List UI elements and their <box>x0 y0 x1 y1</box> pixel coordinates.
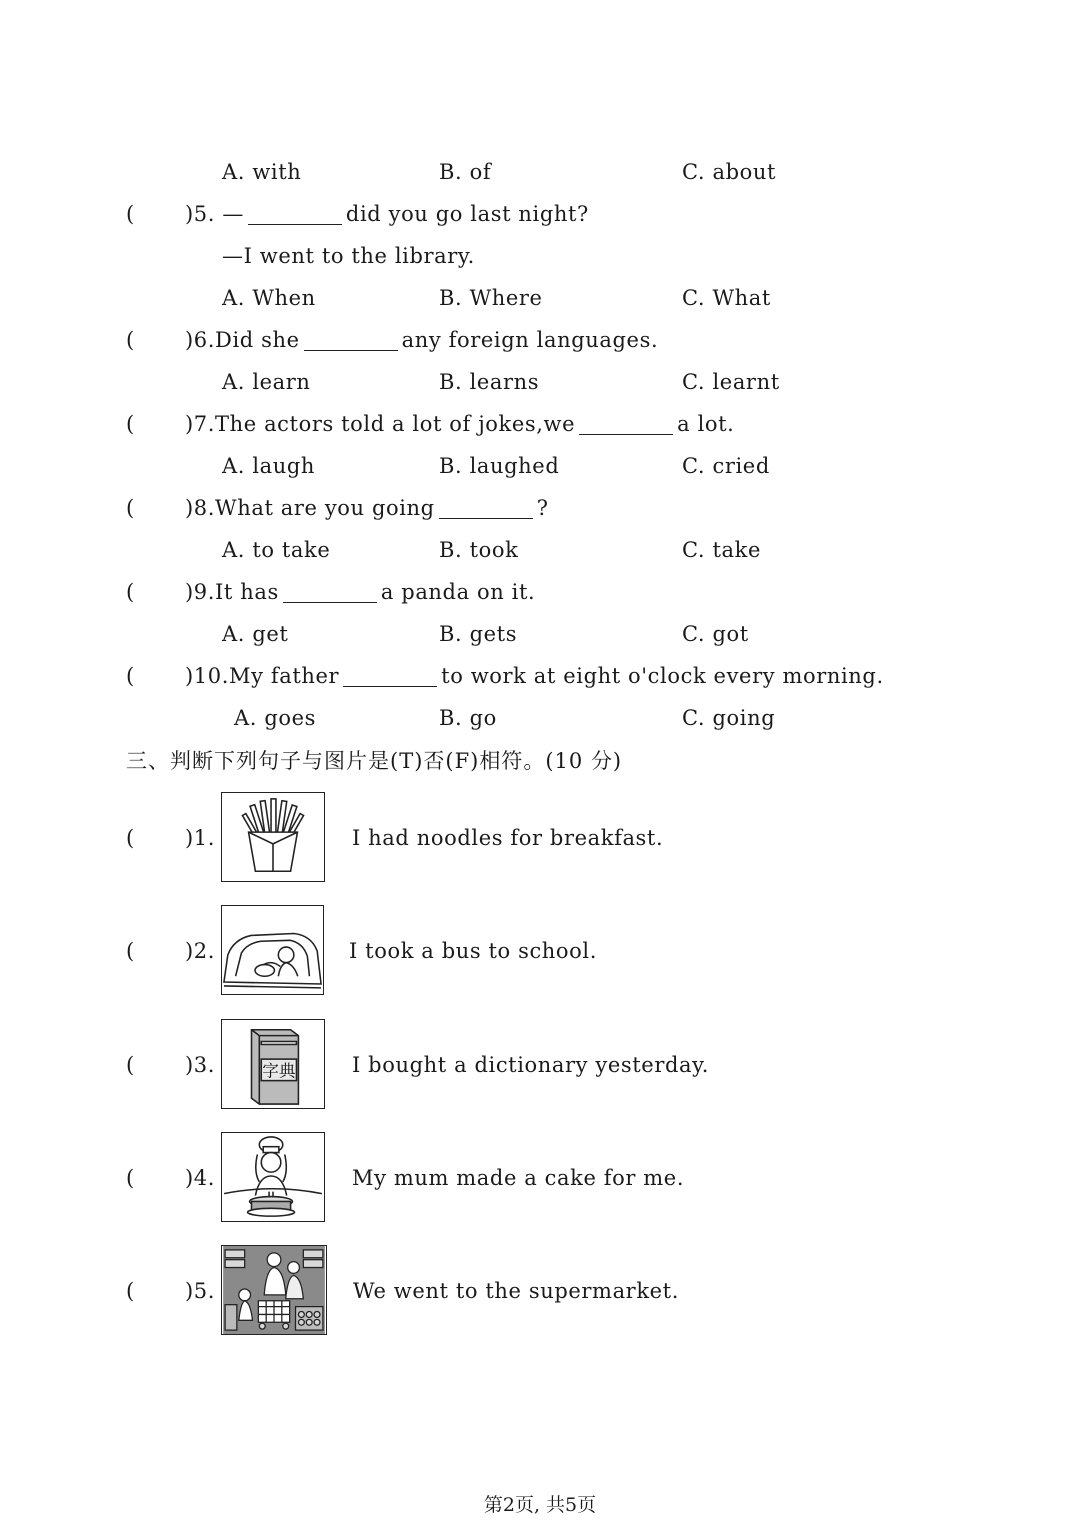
q7-pre: The actors told a lot of jokes,we <box>215 412 576 436</box>
q5-number: )5. <box>185 202 216 226</box>
q5-option-a: A. When <box>222 286 316 310</box>
q9-number: )9. <box>185 580 216 604</box>
s3-item5-number: )5. <box>185 1279 216 1303</box>
q9-option-c: C. got <box>682 622 749 646</box>
chef-icon <box>222 1133 324 1221</box>
q5-blank[interactable] <box>248 204 342 225</box>
q7-option-c: C. cried <box>682 454 770 478</box>
dictionary-label: 字典 <box>262 1061 296 1081</box>
family-shopping-picture <box>221 1245 327 1335</box>
s3-item5-sentence: We went to the supermarket. <box>353 1279 679 1303</box>
s3-item2-number: )2. <box>185 939 216 963</box>
q10-option-b: B. go <box>439 706 497 730</box>
q7-post: a lot. <box>677 412 735 436</box>
q8-option-a: A. to take <box>222 538 331 562</box>
q4-option-b: B. of <box>439 160 492 184</box>
q9-option-b: B. gets <box>439 622 518 646</box>
s3-item4-number: )4. <box>185 1166 216 1190</box>
q10-blank[interactable] <box>343 666 437 687</box>
q6-question <box>185 327 658 353</box>
q7-option-a: A. laugh <box>222 454 316 478</box>
q10-post: to work at eight o'clock every morning. <box>441 664 884 688</box>
s3-item3-sentence: I bought a dictionary yesterday. <box>352 1053 710 1077</box>
q7-number: )7. <box>185 412 216 436</box>
q9-option-a: A. get <box>222 622 289 646</box>
q8-option-c: C. take <box>682 538 761 562</box>
q8-blank[interactable] <box>439 498 533 519</box>
q10-number: )10. <box>185 664 229 688</box>
q6-answer-paren[interactable]: ( <box>126 328 135 352</box>
q6-number: )6. <box>185 328 216 352</box>
dictionary-picture <box>221 1019 325 1109</box>
s3-item1-sentence: I had noodles for breakfast. <box>352 826 664 850</box>
dictionary-icon <box>222 1020 324 1108</box>
q9-pre: It has <box>215 580 279 604</box>
s3-item2-sentence: I took a bus to school. <box>349 939 598 963</box>
q5-post: did you go last night? <box>345 202 589 226</box>
q9-post: a panda on it. <box>380 580 536 604</box>
q10-pre: My father <box>229 664 340 688</box>
s3-item1-number: )1. <box>185 826 216 850</box>
q7-answer-paren[interactable]: ( <box>126 412 135 436</box>
q10-option-c: C. going <box>682 706 776 730</box>
q8-post: ? <box>536 496 549 520</box>
french-fries-picture <box>221 792 325 882</box>
q9-question <box>185 579 535 605</box>
q5-question <box>185 201 589 227</box>
s3-item5-paren[interactable]: ( <box>126 1279 135 1303</box>
s3-item4-paren[interactable]: ( <box>126 1166 135 1190</box>
s3-item1-paren[interactable]: ( <box>126 826 135 850</box>
s3-item4-sentence: My mum made a cake for me. <box>352 1166 685 1190</box>
q5-answer-line: —I went to the library. <box>222 244 475 268</box>
q6-option-a: A. learn <box>222 370 311 394</box>
page-footer: 第2页, 共5页 <box>483 1494 597 1516</box>
q5-pre: — <box>222 202 244 226</box>
q6-post: any foreign languages. <box>401 328 659 352</box>
q7-question <box>185 411 734 437</box>
q8-pre: What are you going <box>215 496 435 520</box>
q6-option-b: B. learns <box>439 370 540 394</box>
q10-option-a: A. goes <box>234 706 317 730</box>
q8-option-b: B. took <box>439 538 519 562</box>
q8-answer-paren[interactable]: ( <box>126 496 135 520</box>
car-icon <box>222 906 323 994</box>
q4-option-a: A. with <box>222 160 302 184</box>
french-fries-icon <box>222 793 324 881</box>
s3-item3-paren[interactable]: ( <box>126 1053 135 1077</box>
q6-option-c: C. learnt <box>682 370 780 394</box>
chef-with-cake-picture <box>221 1132 325 1222</box>
q9-answer-paren[interactable]: ( <box>126 580 135 604</box>
q5-option-b: B. Where <box>439 286 543 310</box>
supermarket-icon <box>222 1246 326 1334</box>
q8-number: )8. <box>185 496 216 520</box>
q8-question <box>185 495 549 521</box>
section3-heading: 三、判断下列句子与图片是(T)否(F)相符。(10 分) <box>126 749 623 773</box>
q5-option-c: C. What <box>682 286 771 310</box>
s3-item2-paren[interactable]: ( <box>126 939 135 963</box>
q4-option-c: C. about <box>682 160 777 184</box>
q6-blank[interactable] <box>304 330 398 351</box>
q7-blank[interactable] <box>579 414 673 435</box>
q7-option-b: B. laughed <box>439 454 560 478</box>
q6-pre: Did she <box>215 328 300 352</box>
q5-answer-paren[interactable]: ( <box>126 202 135 226</box>
q9-blank[interactable] <box>283 582 377 603</box>
q10-answer-paren[interactable]: ( <box>126 664 135 688</box>
s3-item3-number: )3. <box>185 1053 216 1077</box>
q10-question <box>185 663 884 689</box>
man-driving-car-picture <box>221 905 324 995</box>
